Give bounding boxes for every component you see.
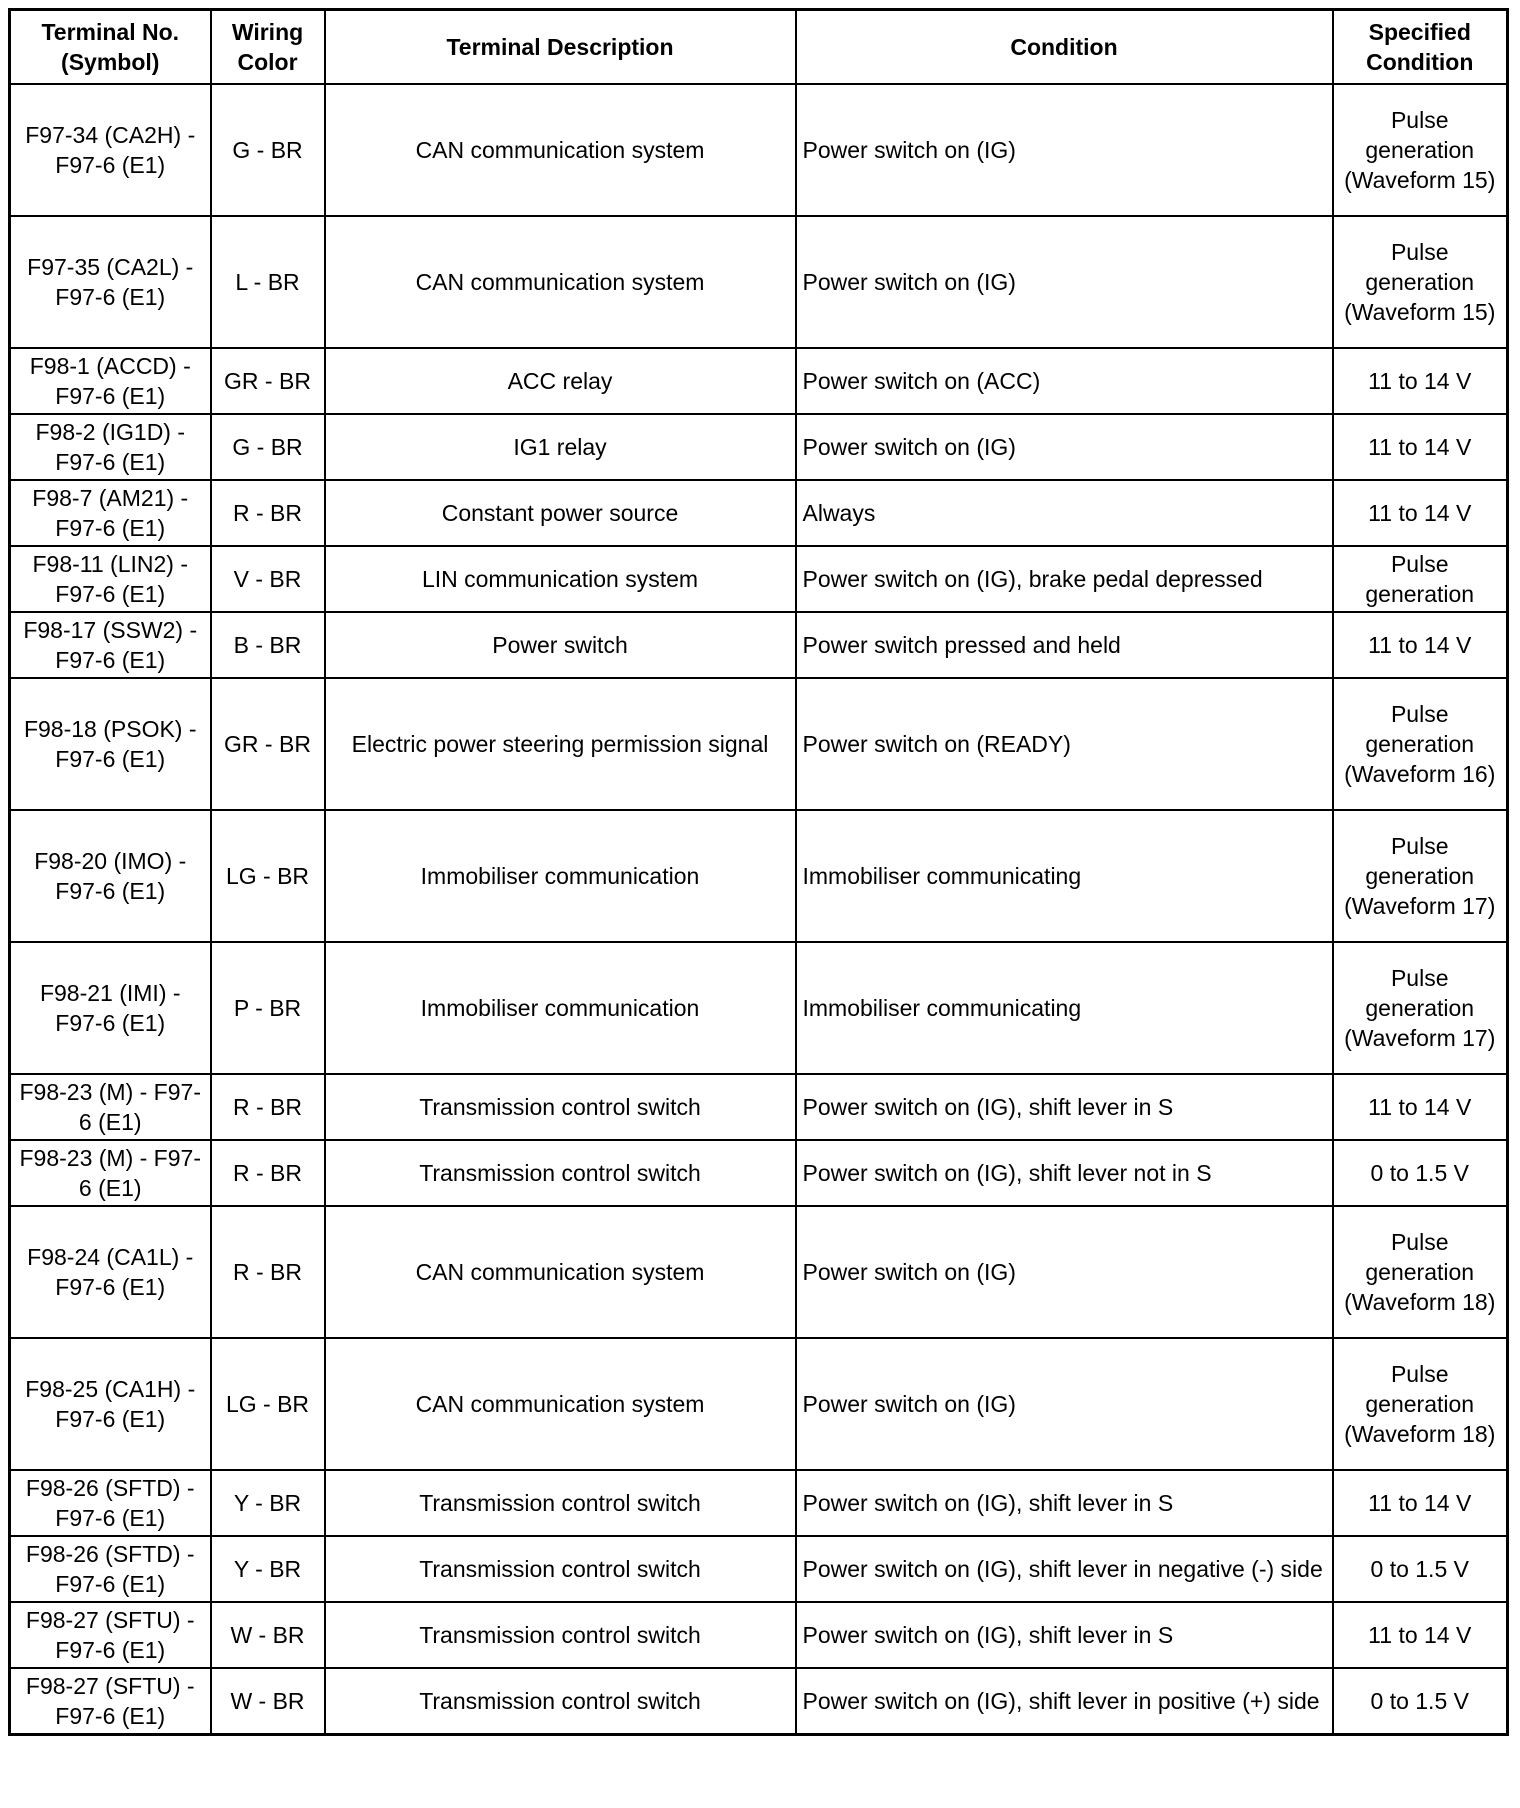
cell-description: Power switch: [325, 612, 796, 678]
cell-specified-condition: Pulse generation (Waveform 17): [1333, 942, 1508, 1074]
cell-terminal: F98-27 (SFTU) - F97-6 (E1): [10, 1602, 211, 1668]
cell-condition: Power switch on (READY): [796, 678, 1333, 810]
table-row: [10, 810, 1508, 942]
header-terminal-description: Terminal Description: [325, 10, 796, 85]
cell-wiring-color: R - BR: [211, 480, 325, 546]
cell-terminal: F97-34 (CA2H) - F97-6 (E1): [10, 84, 211, 216]
cell-wiring-color: W - BR: [211, 1602, 325, 1668]
cell-condition: Power switch pressed and held: [796, 612, 1333, 678]
cell-wiring-color: GR - BR: [211, 678, 325, 810]
cell-terminal: F98-26 (SFTD) - F97-6 (E1): [10, 1536, 211, 1602]
cell-specified-condition: 11 to 14 V: [1333, 414, 1508, 480]
cell-specified-condition: 11 to 14 V: [1333, 612, 1508, 678]
cell-wiring-color: P - BR: [211, 942, 325, 1074]
cell-wiring-color: V - BR: [211, 546, 325, 612]
cell-description: CAN communication system: [325, 216, 796, 348]
table-row: [10, 414, 1508, 480]
header-condition: Condition: [796, 10, 1333, 85]
table-header: [10, 10, 1508, 85]
cell-description: Transmission control switch: [325, 1470, 796, 1536]
cell-description: Transmission control switch: [325, 1536, 796, 1602]
cell-description: LIN communication system: [325, 546, 796, 612]
cell-description: IG1 relay: [325, 414, 796, 480]
cell-specified-condition: Pulse generation: [1333, 546, 1508, 612]
cell-wiring-color: R - BR: [211, 1074, 325, 1140]
cell-terminal: F98-25 (CA1H) - F97-6 (E1): [10, 1338, 211, 1470]
cell-wiring-color: GR - BR: [211, 348, 325, 414]
cell-specified-condition: 11 to 14 V: [1333, 480, 1508, 546]
table-row: [10, 612, 1508, 678]
terminal-table-container: [8, 8, 1506, 1736]
cell-condition: Power switch on (IG), shift lever in S: [796, 1074, 1333, 1140]
cell-condition: Power switch on (IG), shift lever not in S: [796, 1140, 1333, 1206]
cell-wiring-color: Y - BR: [211, 1470, 325, 1536]
cell-specified-condition: 0 to 1.5 V: [1333, 1140, 1508, 1206]
cell-terminal: F98-23 (M) - F97-6 (E1): [10, 1074, 211, 1140]
table-row: [10, 678, 1508, 810]
cell-condition: Power switch on (IG), shift lever in S: [796, 1602, 1333, 1668]
cell-description: Immobiliser communication: [325, 810, 796, 942]
cell-terminal: F98-2 (IG1D) - F97-6 (E1): [10, 414, 211, 480]
cell-wiring-color: G - BR: [211, 84, 325, 216]
cell-description: Transmission control switch: [325, 1668, 796, 1735]
cell-terminal: F98-17 (SSW2) - F97-6 (E1): [10, 612, 211, 678]
cell-wiring-color: B - BR: [211, 612, 325, 678]
cell-specified-condition: Pulse generation (Waveform 18): [1333, 1338, 1508, 1470]
cell-terminal: F98-27 (SFTU) - F97-6 (E1): [10, 1668, 211, 1735]
cell-description: Immobiliser communication: [325, 942, 796, 1074]
cell-wiring-color: LG - BR: [211, 810, 325, 942]
cell-specified-condition: 11 to 14 V: [1333, 348, 1508, 414]
table-row: [10, 1668, 1508, 1735]
cell-terminal: F98-26 (SFTD) - F97-6 (E1): [10, 1470, 211, 1536]
cell-description: Transmission control switch: [325, 1074, 796, 1140]
table-row: [10, 1074, 1508, 1140]
cell-terminal: F98-11 (LIN2) - F97-6 (E1): [10, 546, 211, 612]
table-row: [10, 1206, 1508, 1338]
cell-terminal: F98-20 (IMO) - F97-6 (E1): [10, 810, 211, 942]
table-row: [10, 348, 1508, 414]
cell-description: CAN communication system: [325, 1206, 796, 1338]
cell-wiring-color: L - BR: [211, 216, 325, 348]
cell-condition: Power switch on (IG), brake pedal depressed: [796, 546, 1333, 612]
cell-terminal: F98-21 (IMI) - F97-6 (E1): [10, 942, 211, 1074]
cell-specified-condition: 11 to 14 V: [1333, 1602, 1508, 1668]
cell-specified-condition: 0 to 1.5 V: [1333, 1536, 1508, 1602]
cell-wiring-color: LG - BR: [211, 1338, 325, 1470]
cell-description: CAN communication system: [325, 84, 796, 216]
cell-specified-condition: 11 to 14 V: [1333, 1074, 1508, 1140]
cell-specified-condition: 11 to 14 V: [1333, 1470, 1508, 1536]
cell-wiring-color: R - BR: [211, 1206, 325, 1338]
terminal-table: [8, 8, 1509, 1736]
cell-condition: Power switch on (IG): [796, 1338, 1333, 1470]
cell-condition: Power switch on (IG): [796, 216, 1333, 348]
table-row: [10, 480, 1508, 546]
header-specified-condition: Specified Condition: [1333, 10, 1508, 85]
header-row: [10, 10, 1508, 85]
cell-terminal: F98-23 (M) - F97-6 (E1): [10, 1140, 211, 1206]
table-row: [10, 546, 1508, 612]
cell-condition: Always: [796, 480, 1333, 546]
cell-condition: Power switch on (ACC): [796, 348, 1333, 414]
cell-terminal: F98-24 (CA1L) - F97-6 (E1): [10, 1206, 211, 1338]
cell-description: Constant power source: [325, 480, 796, 546]
cell-description: Transmission control switch: [325, 1602, 796, 1668]
table-row: [10, 1140, 1508, 1206]
cell-description: ACC relay: [325, 348, 796, 414]
table-row: [10, 1536, 1508, 1602]
cell-wiring-color: R - BR: [211, 1140, 325, 1206]
cell-wiring-color: Y - BR: [211, 1536, 325, 1602]
cell-specified-condition: Pulse generation (Waveform 15): [1333, 216, 1508, 348]
cell-specified-condition: Pulse generation (Waveform 16): [1333, 678, 1508, 810]
cell-terminal: F98-7 (AM21) - F97-6 (E1): [10, 480, 211, 546]
cell-specified-condition: Pulse generation (Waveform 18): [1333, 1206, 1508, 1338]
table-row: [10, 216, 1508, 348]
cell-condition: Power switch on (IG), shift lever in positive (+) side: [796, 1668, 1333, 1735]
cell-condition: Power switch on (IG), shift lever in negative (-) side: [796, 1536, 1333, 1602]
table-body: [10, 84, 1508, 1735]
cell-terminal: F97-35 (CA2L) - F97-6 (E1): [10, 216, 211, 348]
cell-terminal: F98-18 (PSOK) - F97-6 (E1): [10, 678, 211, 810]
cell-specified-condition: Pulse generation (Waveform 17): [1333, 810, 1508, 942]
cell-condition: Power switch on (IG), shift lever in S: [796, 1470, 1333, 1536]
cell-specified-condition: Pulse generation (Waveform 15): [1333, 84, 1508, 216]
cell-description: CAN communication system: [325, 1338, 796, 1470]
cell-description: Electric power steering permission signal: [325, 678, 796, 810]
table-row: [10, 1602, 1508, 1668]
header-wiring-color: Wiring Color: [211, 10, 325, 85]
cell-condition: Power switch on (IG): [796, 1206, 1333, 1338]
cell-condition: Immobiliser communicating: [796, 942, 1333, 1074]
cell-description: Transmission control switch: [325, 1140, 796, 1206]
header-terminal: Terminal No. (Symbol): [10, 10, 211, 85]
cell-specified-condition: 0 to 1.5 V: [1333, 1668, 1508, 1735]
cell-terminal: F98-1 (ACCD) - F97-6 (E1): [10, 348, 211, 414]
cell-wiring-color: G - BR: [211, 414, 325, 480]
table-row: [10, 1338, 1508, 1470]
table-row: [10, 942, 1508, 1074]
table-row: [10, 1470, 1508, 1536]
cell-wiring-color: W - BR: [211, 1668, 325, 1735]
cell-condition: Immobiliser communicating: [796, 810, 1333, 942]
cell-condition: Power switch on (IG): [796, 414, 1333, 480]
cell-condition: Power switch on (IG): [796, 84, 1333, 216]
table-row: [10, 84, 1508, 216]
